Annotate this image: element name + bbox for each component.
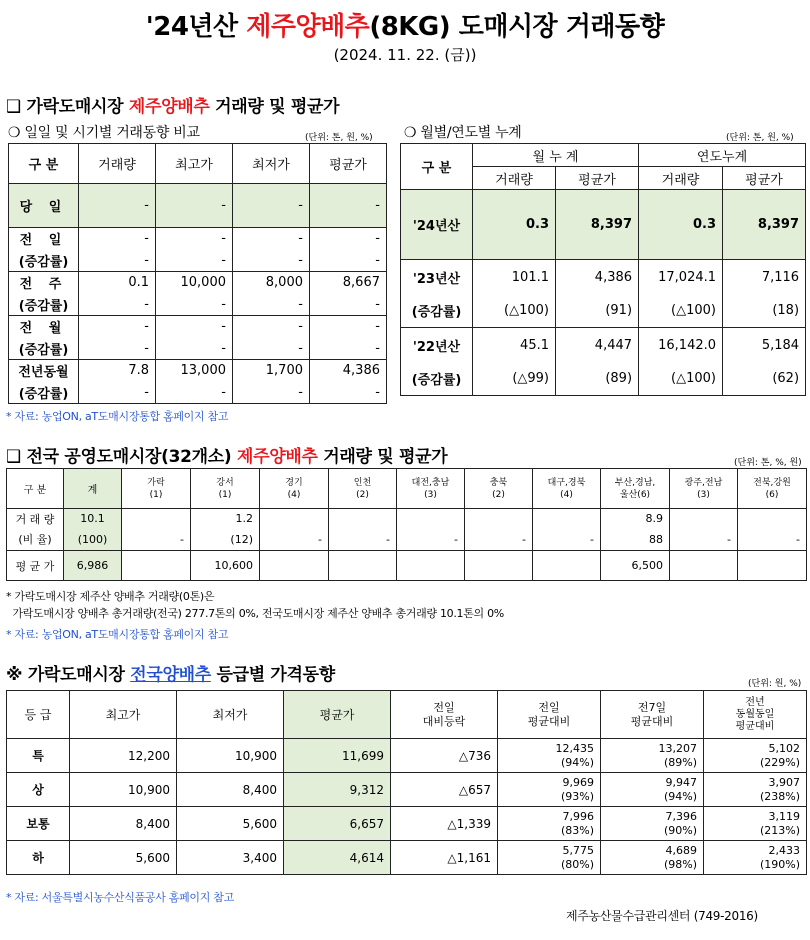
table-cell: (12) (191, 529, 260, 551)
table-cell: 구 분 (9, 144, 79, 184)
table-cell: 10,900 (70, 773, 177, 807)
table-cell (260, 469, 329, 509)
table-cell: - (233, 184, 310, 228)
table-cell (122, 469, 191, 509)
table-cell: - (156, 184, 233, 228)
table-header-row (9, 144, 387, 184)
table-cell: 5,600 (70, 841, 177, 875)
table-cell (465, 509, 533, 529)
grade-price-table (6, 690, 807, 875)
table-cell: - (156, 338, 233, 360)
section3-source-note: * 자료: 서울특별시농수산식품공사 홈페이지 참고 (6, 891, 234, 904)
table-cell: - (79, 338, 156, 360)
cell-value: 가락 (147, 477, 165, 488)
table-cell (601, 807, 704, 841)
table-row-2023-change (401, 295, 806, 328)
table-cell: - (79, 382, 156, 404)
table-cell: (89) (556, 363, 639, 396)
cell-value: (3) (697, 489, 710, 500)
table-cell: 평 균 가 (7, 551, 64, 581)
table-cell: 전일 대비등락 (391, 691, 498, 739)
table-row-grade-normal (7, 807, 807, 841)
table-cell: - (79, 250, 156, 272)
cell-value: 12,435 (555, 741, 594, 755)
table-cell (465, 469, 533, 509)
table-cell: 4,386 (556, 260, 639, 295)
table-cell: 평균가 (556, 167, 639, 190)
table-cell (601, 739, 704, 773)
table-cell: (증감률) (401, 295, 473, 328)
table-cell: - (310, 316, 387, 338)
cell-value: 인천 (353, 477, 372, 488)
report-date: (2024. 11. 22. (금)) (333, 46, 477, 64)
table-cell: (△100) (473, 295, 556, 328)
section1-heading: ❑ 가락도매시장 제주양배추 거래량 및 평균가 (6, 97, 340, 117)
cell-value: (90%) (663, 823, 697, 837)
section3-unit-label: (단위: 원, %) (748, 679, 802, 689)
table-row-prev-year-month (9, 360, 387, 382)
table-cell: - (156, 250, 233, 272)
table-cell: - (79, 316, 156, 338)
table-cell (670, 469, 738, 509)
table-cell: 구 분 (401, 144, 473, 190)
table-cell (704, 841, 807, 875)
table-cell (704, 773, 807, 807)
cell-value: (94%) (663, 789, 697, 803)
table-cell: (증감률) (401, 363, 473, 396)
section3-heading: ※ 가락도매시장 전국양배추 등급별 가격동향 (6, 665, 335, 685)
table-cell (397, 509, 465, 529)
table-cell: 평균가 (723, 167, 806, 190)
table-cell: - (156, 316, 233, 338)
national-market-table (6, 468, 807, 581)
table-cell: 8,667 (310, 272, 387, 294)
table-cell: △657 (391, 773, 498, 807)
table-cell: - (233, 316, 310, 338)
table-cell: - (233, 294, 310, 316)
cell-value: 5,102 (768, 741, 800, 755)
table-row-prev-week-change (9, 294, 387, 316)
table-cell (704, 807, 807, 841)
table-cell: 거래량 (79, 144, 156, 184)
table-cell: (91) (556, 295, 639, 328)
table-cell: '24년산 (401, 190, 473, 260)
table-cell: 거래량 (639, 167, 723, 190)
table-cell: - (156, 228, 233, 250)
table-row-grade-low (7, 841, 807, 875)
table-cell: 1,700 (233, 360, 310, 382)
table-cell: - (310, 250, 387, 272)
table-cell: - (156, 294, 233, 316)
table-cell: (18) (723, 295, 806, 328)
table-row-prev-day-change (9, 250, 387, 272)
table-cell (601, 469, 670, 509)
table-cell (498, 841, 601, 875)
page-title: '24년산 제주양배추(8KG) 도매시장 거래동향 (145, 12, 665, 42)
cell-value: 7,996 (562, 809, 594, 823)
cell-value: 경기 (285, 477, 303, 488)
cell-value: 대전,충남 (411, 477, 450, 488)
table-cell: 월 누 계 (473, 144, 639, 167)
cell-value: (94%) (560, 755, 594, 769)
table-cell (738, 469, 807, 509)
table-cell: - (670, 529, 738, 551)
table-cell: 전 일 (9, 228, 79, 250)
cell-value: 대구,경북 (547, 477, 586, 488)
cell-value: 13,207 (658, 741, 697, 755)
table-cell: 거 래 량 (7, 509, 64, 529)
cell-value: (1) (218, 489, 232, 500)
cell-value: 울산(6) (619, 489, 651, 500)
table-cell: 평균가 (310, 144, 387, 184)
table-row-prev-month (9, 316, 387, 338)
table-cell: 16,142.0 (639, 328, 723, 363)
right-unit-label: (단위: 톤, 원, %) (726, 133, 794, 143)
table-cell (738, 551, 807, 581)
table-cell: - (233, 228, 310, 250)
table-cell (601, 773, 704, 807)
cell-value: 4,689 (665, 843, 697, 857)
table-cell: (△100) (639, 363, 723, 396)
table-cell: 8,397 (723, 190, 806, 260)
cell-value: (213%) (759, 823, 800, 837)
table-row-prev-year-month-change (9, 382, 387, 404)
table-cell (601, 841, 704, 875)
cumulative-subheading: ❍ 월별/연도별 누계 (404, 125, 522, 141)
table-cell: - (310, 382, 387, 404)
table-cell: 3,400 (177, 841, 284, 875)
table-cell (397, 469, 465, 509)
table-cell: 8,400 (177, 773, 284, 807)
cell-value: 충북 (489, 477, 508, 488)
cell-value: 5,775 (562, 843, 594, 857)
table-header-row (401, 144, 806, 167)
table-row-avg-price (7, 551, 807, 581)
table-row-2023 (401, 260, 806, 295)
cell-value: (2) (492, 489, 505, 500)
table-cell: 전7일 평균대비 (601, 691, 704, 739)
table-cell: (증감률) (9, 382, 79, 404)
table-cell: '23년산 (401, 260, 473, 295)
table-cell: 7,116 (723, 260, 806, 295)
table-row-2022 (401, 328, 806, 363)
table-cell: - (79, 228, 156, 250)
section1-source-note: * 자료: 농업ON, aT도매시장통합 홈페이지 참고 (6, 410, 229, 423)
table-cell (533, 509, 601, 529)
table-cell: 당 일 (9, 184, 79, 228)
table-cell (329, 469, 397, 509)
table-cell: - (260, 529, 329, 551)
table-header-row (7, 469, 807, 509)
table-cell (465, 551, 533, 581)
table-cell (738, 509, 807, 529)
table-cell: - (233, 338, 310, 360)
table-cell: - (79, 294, 156, 316)
section2-note-line2: 가락도매시장 양배추 총거래량(전국) 277.7톤의 0%, 전국도매시장 제주산 양배추 총거래량 10.1톤의 0% (6, 607, 504, 620)
cell-value: (238%) (759, 789, 800, 803)
table-cell: 최고가 (70, 691, 177, 739)
cell-value: 9,947 (665, 775, 697, 789)
table-row-volume (7, 509, 807, 529)
daily-comparison-table (8, 143, 387, 404)
table-cell: 등 급 (7, 691, 70, 739)
table-cell: △736 (391, 739, 498, 773)
cell-value: (6) (765, 489, 779, 500)
table-cell: - (738, 529, 807, 551)
table-cell (329, 509, 397, 529)
table-cell (670, 509, 738, 529)
cell-value: 3,907 (768, 775, 800, 789)
table-cell (397, 551, 465, 581)
cell-value: (89%) (663, 755, 697, 769)
table-cell: - (397, 529, 465, 551)
table-cell: 구 분 (7, 469, 64, 509)
cell-value: (4) (560, 489, 573, 500)
left-unit-label: (단위: 톤, 원, %) (305, 133, 373, 143)
table-cell: (△100) (639, 295, 723, 328)
table-cell: 17,024.1 (639, 260, 723, 295)
table-cell: '22년산 (401, 328, 473, 363)
table-cell: 10.1 (64, 509, 122, 529)
table-cell (260, 509, 329, 529)
table-row-2022-change (401, 363, 806, 396)
table-cell: 45.1 (473, 328, 556, 363)
table-cell: 전 월 (9, 316, 79, 338)
table-row-prev-month-change (9, 338, 387, 360)
table-cell: △1,339 (391, 807, 498, 841)
table-cell (122, 509, 191, 529)
table-cell (704, 739, 807, 773)
table-cell: 최저가 (177, 691, 284, 739)
table-cell: - (310, 338, 387, 360)
table-cell: 6,500 (601, 551, 670, 581)
table-cell: - (310, 294, 387, 316)
cell-value: 2,433 (768, 843, 800, 857)
cumulative-table (400, 143, 806, 396)
table-cell: 4,614 (284, 841, 391, 875)
table-cell: 9,312 (284, 773, 391, 807)
cell-value: 7,396 (665, 809, 697, 823)
table-cell: - (310, 228, 387, 250)
table-cell: (증감률) (9, 294, 79, 316)
cell-value: 전북,강원 (753, 477, 791, 488)
table-cell: (62) (723, 363, 806, 396)
table-cell: - (79, 184, 156, 228)
table-cell: 계 (64, 469, 122, 509)
section2-source-note: * 자료: 농업ON, aT도매시장통합 홈페이지 참고 (6, 628, 229, 641)
table-cell: - (122, 529, 191, 551)
table-header-row (7, 691, 807, 739)
table-cell (122, 551, 191, 581)
table-cell (533, 469, 601, 509)
table-cell: - (233, 382, 310, 404)
table-cell: 전년동월 (9, 360, 79, 382)
table-row-grade-high (7, 773, 807, 807)
table-cell: 최저가 (233, 144, 310, 184)
table-cell: 거래량 (473, 167, 556, 190)
cell-value: 부산,경남, (614, 477, 656, 488)
table-cell: 88 (601, 529, 670, 551)
table-cell: 6,986 (64, 551, 122, 581)
table-cell: 보통 (7, 807, 70, 841)
cell-value: (4) (287, 489, 301, 500)
table-cell: 101.1 (473, 260, 556, 295)
table-cell (260, 551, 329, 581)
table-cell: 8.9 (601, 509, 670, 529)
table-cell: 8,397 (556, 190, 639, 260)
daily-comparison-subheading: ❍ 일일 및 시기별 거래동향 비교 (8, 125, 200, 141)
section2-heading: ❑ 전국 공영도매시장(32개소) 제주양배추 거래량 및 평균가 (6, 447, 448, 467)
table-cell: 10,600 (191, 551, 260, 581)
table-cell: - (533, 529, 601, 551)
table-cell: 10,900 (177, 739, 284, 773)
cell-value: 9,969 (562, 775, 594, 789)
cell-value: (93%) (560, 789, 594, 803)
table-cell: - (310, 184, 387, 228)
cell-value: (1) (149, 489, 163, 500)
table-cell: 1.2 (191, 509, 260, 529)
table-cell: △1,161 (391, 841, 498, 875)
cell-value: (2) (356, 489, 369, 500)
table-cell: (△99) (473, 363, 556, 396)
table-cell: 0.3 (639, 190, 723, 260)
table-cell: 8,400 (70, 807, 177, 841)
section2-note-line1: * 가락도매시장 제주산 양배추 거래량(0톤)은 (6, 590, 215, 603)
table-cell: 4,386 (310, 360, 387, 382)
table-cell: 5,184 (723, 328, 806, 363)
table-cell: - (156, 382, 233, 404)
table-cell (498, 807, 601, 841)
cell-value: 3,119 (768, 809, 800, 823)
table-cell: 6,657 (284, 807, 391, 841)
table-cell: 11,699 (284, 739, 391, 773)
table-cell: 연도누계 (639, 144, 806, 167)
table-row-ratio (7, 529, 807, 551)
table-row-prev-day (9, 228, 387, 250)
table-cell: (증감률) (9, 338, 79, 360)
table-cell: 최고가 (156, 144, 233, 184)
cell-value: 강서 (216, 477, 234, 488)
table-cell: 4,447 (556, 328, 639, 363)
table-cell: 전년 동월동일 평균대비 (704, 691, 807, 739)
table-row-today (9, 184, 387, 228)
table-cell (498, 773, 601, 807)
table-cell: 0.1 (79, 272, 156, 294)
table-cell: 0.3 (473, 190, 556, 260)
table-cell: 12,200 (70, 739, 177, 773)
table-cell: (100) (64, 529, 122, 551)
cell-value: (190%) (759, 857, 800, 871)
table-row-grade-special (7, 739, 807, 773)
title-highlight: 제주양배추 (246, 12, 370, 42)
cell-value: (229%) (759, 755, 800, 769)
cell-value: 광주,전남 (684, 477, 723, 488)
table-cell (533, 551, 601, 581)
table-cell: - (465, 529, 533, 551)
table-cell: 평균가 (284, 691, 391, 739)
section2-unit-label: (단위: 톤, %, 원) (734, 458, 802, 468)
table-cell (670, 551, 738, 581)
table-cell: 13,000 (156, 360, 233, 382)
cell-value: (3) (424, 489, 437, 500)
table-cell: 7.8 (79, 360, 156, 382)
table-cell: - (329, 529, 397, 551)
footer-organization: 제주농산물수급관리센터 (749-2016) (566, 909, 758, 923)
table-cell: 전 주 (9, 272, 79, 294)
table-cell: 8,000 (233, 272, 310, 294)
table-cell: 상 (7, 773, 70, 807)
table-row-prev-week (9, 272, 387, 294)
table-cell: 특 (7, 739, 70, 773)
cell-value: (80%) (560, 857, 594, 871)
table-cell: - (233, 250, 310, 272)
table-cell: (비 율) (7, 529, 64, 551)
table-cell: 10,000 (156, 272, 233, 294)
table-cell (191, 469, 260, 509)
cell-value: (83%) (560, 823, 594, 837)
table-cell (329, 551, 397, 581)
table-row-2024 (401, 190, 806, 260)
table-cell: 5,600 (177, 807, 284, 841)
cell-value: (98%) (663, 857, 697, 871)
table-cell: (증감률) (9, 250, 79, 272)
table-cell: 전일 평균대비 (498, 691, 601, 739)
table-cell (498, 739, 601, 773)
table-cell: 하 (7, 841, 70, 875)
